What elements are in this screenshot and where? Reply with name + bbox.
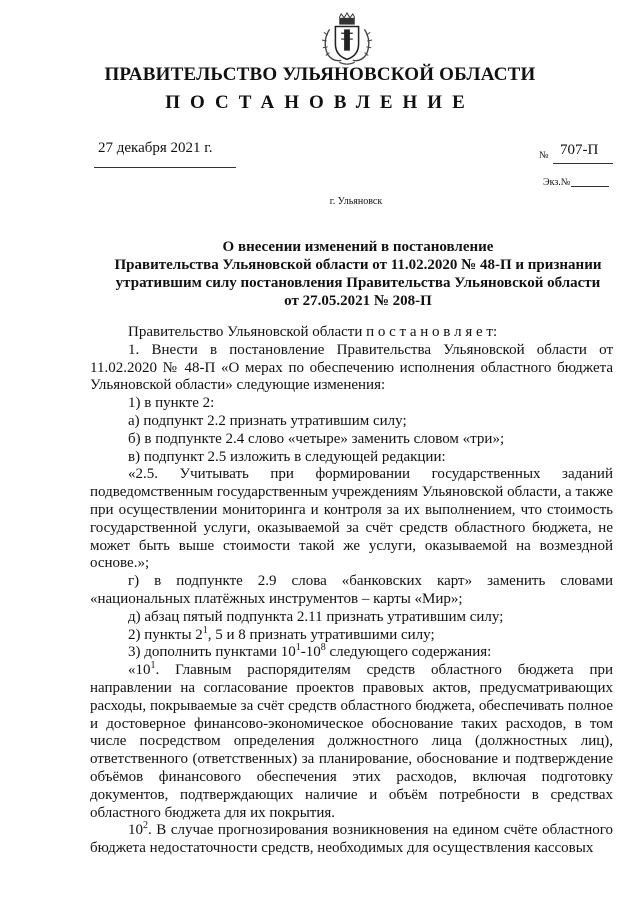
paragraph: д) абзац пятый подпункта 2.11 признать утратившим силу; xyxy=(128,608,504,625)
subject-line: Правительства Ульяновской области от 11.02.2020 № 48-П и признании xyxy=(114,257,602,273)
subject-line: от 27.05.2021 № 208-П xyxy=(284,293,432,309)
date-underline xyxy=(94,167,236,168)
number-sign: № xyxy=(539,150,549,161)
number-underline xyxy=(553,163,613,164)
subject-line: утратившим силу постановления Правительства Ульяновской области xyxy=(115,275,601,291)
paragraph: «$10^1$. Главным распорядителям средств областного бюджета при направлении на согласование проектов правовых актов, предусматривающих расходы, покрываемые за счёт средств областного бюджета, обеспечивать полное и достоверное финансово-экономическое обоснование таких расходов, в том числе посредством определения должностного лица (должностных лиц), ответственного (ответственных) за планирование, обоснование и подтверждение объёмов финансового обеспечения этих расходов, включая подготовку документов, подтверждающих наличие и объём потребности в средствах областного бюджета для их покрытия. xyxy=(90,660,613,821)
paragraph: 3) дополнить пунктами $10^1-10^8$ следующего содержания: xyxy=(128,642,492,661)
document-number: 707-П xyxy=(560,142,599,158)
city: г. Ульяновск xyxy=(329,196,383,207)
copy-label: Экз.№ xyxy=(543,177,571,188)
document-type: ПОСТАНОВЛЕНИЕ xyxy=(165,92,475,113)
paragraph: г) в подпункте 2.9 слова «банковских карт» заменить словами «национальных платёжных инструментов – карты «Мир»; xyxy=(90,573,613,607)
paragraph: «2.5. Учитывать при формировании государственных заданий подведомственным государственным учреждениям Ульяновской области, а также при осуществлении мониторинга и контроля за их выполнением, что стоимость государственной услуги, оказываемой за счёт средств областного бюджета, не может быть выше стоимости такой же услуги, оказываемой на возмездной основе.»; xyxy=(90,466,613,572)
document-date: 27 декабря 2021 г. xyxy=(98,140,213,156)
subject-line: О внесении изменений в постановление xyxy=(222,239,494,255)
coat-of-arms-icon xyxy=(318,12,376,70)
paragraph: 1. Внести в постановление Правительства Ульяновской области от 11.02.2020 № 48-П «О мерах по обеспечению исполнения областного бюджета Ульяновской области» следующие изменения: xyxy=(90,341,613,394)
paragraph: б) в подпункте 2.4 слово «четыре» заменить словом «три»; xyxy=(128,430,505,447)
paragraph: $10^2$. В случае прогнозирования возникновения на едином счёте областного бюджета недостаточности средств, необходимых для осуществления кассовых xyxy=(90,820,613,857)
paragraph: 2) пункты $2^1$, 5 и 8 признать утратившими силу; xyxy=(128,624,435,643)
document-body xyxy=(90,324,613,858)
government-name: ПРАВИТЕЛЬСТВО УЛЬЯНОВСКОЙ ОБЛАСТИ xyxy=(104,64,536,85)
paragraph: а) подпункт 2.2 признать утратившим силу; xyxy=(128,412,407,429)
document-subject xyxy=(90,238,626,310)
paragraph: в) подпункт 2.5 изложить в следующей редакции: xyxy=(128,448,446,465)
copy-underline xyxy=(571,186,609,187)
paragraph: Правительство Ульяновской области п о с т а н о в л я е т: xyxy=(128,324,498,340)
paragraph: 1) в пункте 2: xyxy=(128,395,215,412)
